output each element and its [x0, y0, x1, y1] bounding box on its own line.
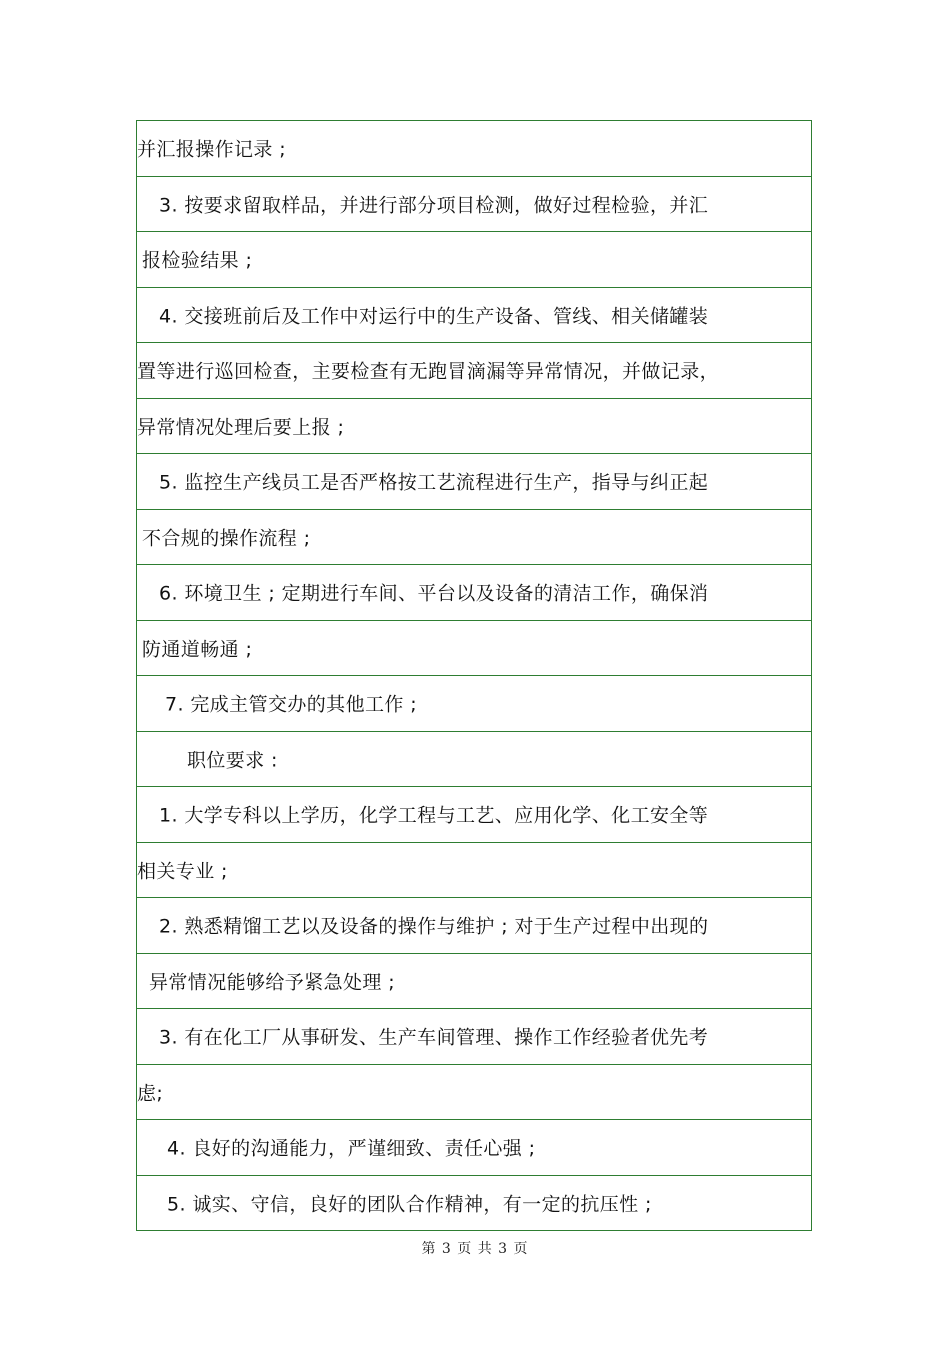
table-row: [137, 1009, 811, 1065]
table-row: [137, 454, 811, 510]
table-row: [137, 343, 811, 399]
row-text: 3. 有在化工厂从事研发、生产车间管理、操作工作经验者优先考: [159, 1026, 709, 1049]
row-text: 异常情况能够给予紧急处理 ;: [149, 971, 396, 994]
table-row: [137, 1120, 811, 1176]
row-text: 7. 完成主管交办的其他工作 ;: [165, 693, 418, 716]
table-row: [137, 954, 811, 1010]
table-row: [137, 732, 811, 788]
table-row: [137, 787, 811, 843]
page-number-footer: 第 3 页 共 3 页: [421, 1241, 529, 1257]
table-row: [137, 1065, 811, 1121]
table-row: [137, 232, 811, 288]
row-text: 异常情况处理后要上报 ;: [137, 416, 345, 439]
row-text: 并汇报操作记录 ;: [137, 138, 287, 161]
row-text: 防通道畅通 ;: [142, 638, 253, 661]
table-row: [137, 121, 811, 177]
row-text: 相关专业 ;: [137, 860, 228, 883]
table-row: [137, 288, 811, 344]
row-text: 3. 按要求留取样品，并进行部分项目检测，做好过程检验，并汇: [159, 194, 709, 217]
table-row: [137, 565, 811, 621]
table-row: [137, 399, 811, 455]
table-row: [137, 676, 811, 732]
table-row: [137, 843, 811, 899]
row-text: 5. 诚实、守信，良好的团队合作精神，有一定的抗压性 ;: [167, 1193, 652, 1216]
row-text: 虑;: [137, 1082, 164, 1105]
row-text: 置等进行巡回检查，主要检查有无跑冒滴漏等异常情况，并做记录，: [137, 360, 720, 383]
table-row: [137, 621, 811, 677]
table-row: [137, 1176, 811, 1232]
row-text: 2. 熟悉精馏工艺以及设备的操作与维护 ; 对于生产过程中出现的: [159, 915, 709, 938]
table-row: [137, 898, 811, 954]
row-text: 不合规的操作流程 ;: [142, 527, 311, 550]
table-row: [137, 510, 811, 566]
document-table: [136, 120, 812, 1231]
row-text: 1. 大学专科以上学历，化学工程与工艺、应用化学、化工安全等: [159, 804, 709, 827]
row-text: 职位要求 :: [187, 749, 278, 772]
row-text: 6. 环境卫生 ; 定期进行车间、平台以及设备的清洁工作，确保消: [159, 582, 709, 605]
row-text: 4. 交接班前后及工作中对运行中的生产设备、管线、相关储罐装: [159, 305, 709, 328]
table-row: [137, 177, 811, 233]
row-text: 5. 监控生产线员工是否严格按工艺流程进行生产，指导与纠正起: [159, 471, 709, 494]
row-text: 报检验结果 ;: [142, 249, 253, 272]
row-text: 4. 良好的沟通能力，严谨细致、责任心强 ;: [167, 1137, 536, 1160]
